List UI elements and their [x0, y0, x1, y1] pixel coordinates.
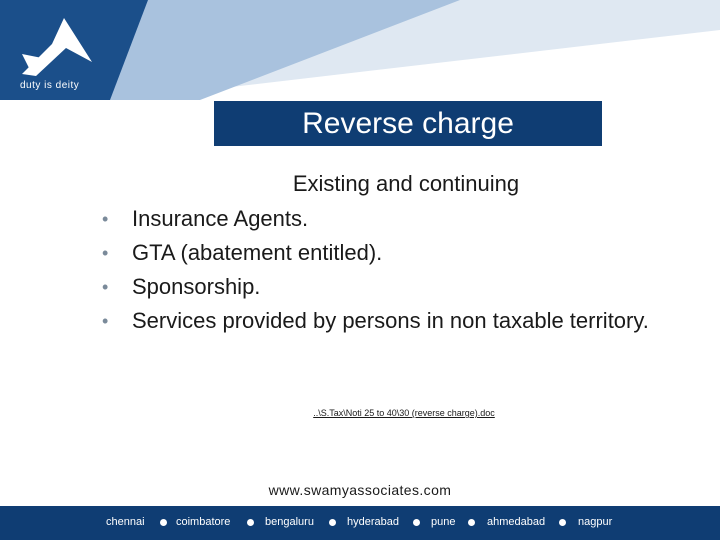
separator-dot-icon — [329, 519, 336, 526]
slide-title: Reverse charge — [214, 101, 602, 146]
website-url: www.swamyassociates.com — [268, 482, 452, 498]
bullet-item — [102, 270, 712, 304]
footer-city-hyderabad: hyderabad — [347, 516, 399, 528]
separator-dot-icon — [413, 519, 420, 526]
slide-subtitle: Existing and continuing — [292, 171, 520, 196]
footer-city-pune: pune — [431, 516, 456, 528]
separator-dot-icon — [468, 519, 475, 526]
footer-city-chennai: chennai — [106, 516, 145, 528]
bullet-text: Sponsorship. — [132, 274, 261, 299]
bullet-dot-icon: • — [102, 243, 109, 263]
separator-dot-icon — [559, 519, 566, 526]
bullet-dot-icon: • — [102, 277, 109, 297]
bullet-list — [102, 202, 712, 338]
footer-city-coimbatore: coimbatore — [176, 516, 231, 528]
footer-city-ahmedabad: ahmedabad — [487, 516, 546, 528]
bullet-text: GTA (abatement entitled). — [132, 240, 383, 265]
brand-tagline: duty is deity — [20, 80, 80, 91]
bullet-text: Insurance Agents. — [132, 206, 309, 231]
bullet-text: Services provided by persons in non taxable territory. — [132, 308, 649, 333]
bullet-dot-icon: • — [102, 311, 109, 331]
separator-dot-icon — [247, 519, 254, 526]
document-link[interactable]: ..\S.Tax\Noti 25 to 40\30 (reverse charge).doc — [313, 408, 495, 418]
separator-dot-icon — [160, 519, 167, 526]
footer-city-nagpur: nagpur — [578, 516, 613, 528]
footer-city-bengaluru: bengaluru — [265, 516, 314, 528]
bullet-item — [102, 202, 712, 236]
bullet-item — [102, 236, 712, 270]
bullet-dot-icon: • — [102, 209, 109, 229]
bullet-item — [102, 304, 712, 338]
